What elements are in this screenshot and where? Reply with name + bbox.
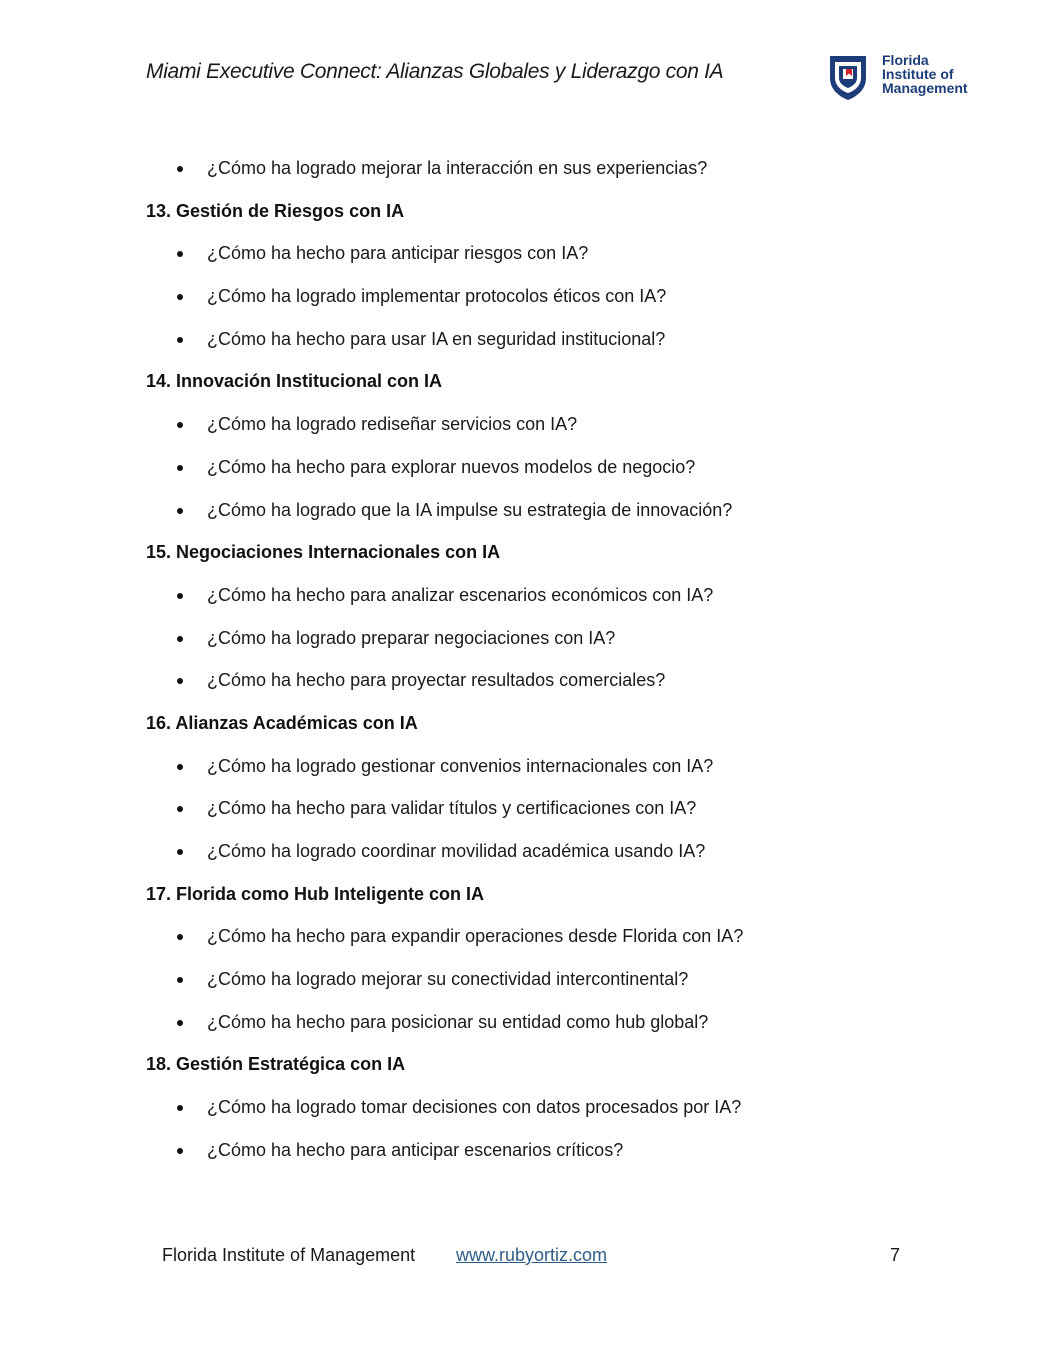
list-item: ¿Cómo ha hecho para anticipar riesgos con IA? bbox=[146, 232, 906, 275]
list-item: ¿Cómo ha hecho para validar títulos y certificaciones con IA? bbox=[146, 787, 906, 830]
list-item: ¿Cómo ha hecho para analizar escenarios económicos con IA? bbox=[146, 574, 906, 617]
document-header-title: Miami Executive Connect: Alianzas Globales y Liderazgo con IA bbox=[146, 60, 724, 83]
list-item: ¿Cómo ha logrado rediseñar servicios con IA? bbox=[146, 403, 906, 446]
list-item: ¿Cómo ha logrado mejorar su conectividad intercontinental? bbox=[146, 958, 906, 1001]
list-item: ¿Cómo ha logrado mejorar la interacción en sus experiencias? bbox=[146, 147, 906, 190]
list-item: ¿Cómo ha hecho para proyectar resultados comerciales? bbox=[146, 659, 906, 702]
logo-line: Management bbox=[882, 80, 968, 96]
page-number: 7 bbox=[890, 1245, 901, 1265]
footer-website-link[interactable]: www.rubyortiz.com bbox=[456, 1245, 608, 1265]
list-item: ¿Cómo ha hecho para explorar nuevos modelos de negocio? bbox=[146, 446, 906, 489]
list-item: ¿Cómo ha logrado que la IA impulse su estrategia de innovación? bbox=[146, 489, 906, 532]
logo-line: Institute of bbox=[882, 66, 954, 82]
section-heading: 14. Innovación Institucional con IA bbox=[146, 371, 443, 392]
footer-institute-name: Florida Institute of Management bbox=[162, 1245, 416, 1265]
section-heading: 18. Gestión Estratégica con IA bbox=[146, 1054, 406, 1075]
list-item: ¿Cómo ha logrado implementar protocolos éticos con IA? bbox=[146, 275, 906, 318]
section-heading: 16. Alianzas Académicas con IA bbox=[146, 712, 418, 733]
list-item: ¿Cómo ha logrado tomar decisiones con datos procesados por IA? bbox=[146, 1086, 906, 1129]
list-item: ¿Cómo ha hecho para usar IA en seguridad institucional? bbox=[146, 318, 906, 361]
section-heading: 15. Negociaciones Internacionales con IA bbox=[146, 542, 501, 563]
list-item: ¿Cómo ha hecho para expandir operaciones desde Florida con IA? bbox=[146, 915, 906, 958]
list-item: ¿Cómo ha logrado gestionar convenios internacionales con IA? bbox=[146, 745, 906, 788]
list-item: ¿Cómo ha hecho para anticipar escenarios críticos? bbox=[146, 1129, 906, 1172]
list-item: ¿Cómo ha logrado coordinar movilidad académica usando IA? bbox=[146, 830, 906, 873]
shield-logo-icon bbox=[826, 52, 870, 102]
logo-line: Florida bbox=[882, 52, 929, 68]
logo-wordmark bbox=[882, 53, 968, 95]
section-heading: 17. Florida como Hub Inteligente con IA bbox=[146, 883, 485, 904]
section-heading: 13. Gestión de Riesgos con IA bbox=[146, 200, 405, 221]
list-item: ¿Cómo ha hecho para posicionar su entidad como hub global? bbox=[146, 1001, 906, 1044]
question-list bbox=[146, 147, 906, 1172]
list-item: ¿Cómo ha logrado preparar negociaciones con IA? bbox=[146, 617, 906, 660]
institute-logo bbox=[826, 52, 968, 102]
